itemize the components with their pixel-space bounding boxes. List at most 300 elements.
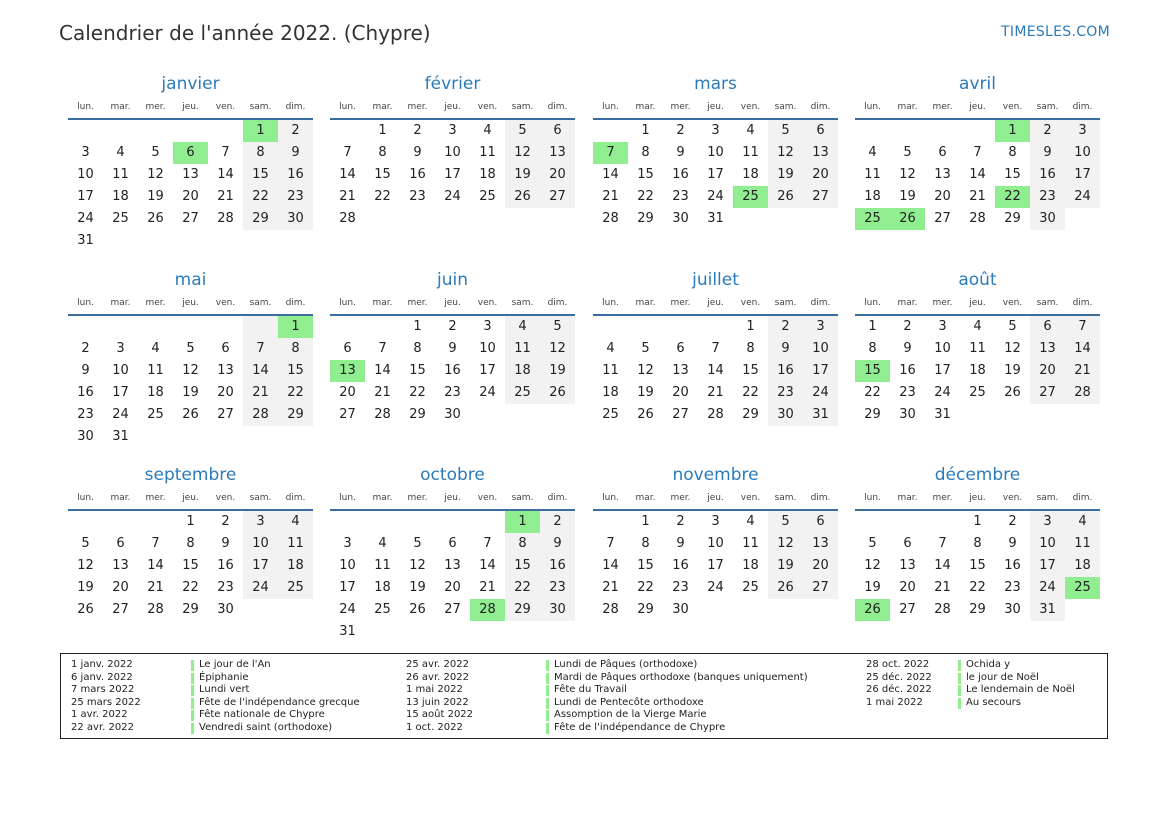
weekday-header — [68, 96, 313, 120]
day-cell: 13 — [112, 558, 129, 573]
day-cell: 26 — [1004, 385, 1021, 400]
empty-day-cell — [173, 120, 208, 142]
day-cell: 25 — [479, 189, 496, 204]
legend-holiday-name: Épiphanie — [199, 671, 249, 683]
legend-item — [406, 722, 808, 735]
day-cell: 15 — [243, 164, 278, 186]
day-cell: 26 — [409, 602, 426, 617]
day-cell: 3 — [448, 123, 457, 138]
day-cell: 2 — [1030, 120, 1065, 142]
day-cell: 12 — [899, 167, 916, 182]
weekday-label: ven. — [1002, 298, 1023, 308]
legend-item — [866, 659, 1075, 672]
day-cell: 14 — [479, 558, 496, 573]
day-cell: 11 — [112, 167, 129, 182]
empty-day-cell — [925, 511, 960, 533]
day-cell: 12 — [540, 338, 575, 360]
day-cell: 2 — [221, 514, 230, 529]
weekday-label: ven. — [477, 102, 498, 112]
day-cell: 30 — [444, 407, 461, 422]
day-grid — [68, 120, 313, 252]
day-cell: 17 — [707, 167, 724, 182]
empty-day-cell — [855, 120, 890, 142]
day-cell: 17 — [77, 189, 94, 204]
weekday-label: jeu. — [444, 298, 461, 308]
day-cell: 25 — [602, 407, 619, 422]
weekday-label: mer. — [407, 298, 428, 308]
day-cell: 9 — [1030, 142, 1065, 164]
weekday-label: jeu. — [444, 102, 461, 112]
day-cell: 14 — [1065, 338, 1100, 360]
day-cell: 7 — [151, 536, 160, 551]
day-cell: 18 — [112, 189, 129, 204]
day-cell: 14 — [602, 167, 619, 182]
day-cell: 16 — [409, 167, 426, 182]
empty-day-cell — [400, 511, 435, 533]
legend-holiday-name: Lundi vert — [199, 684, 250, 696]
day-cell: 1 — [641, 514, 650, 529]
day-cell: 18 — [969, 363, 986, 378]
day-cell: 13 — [444, 558, 461, 573]
day-cell: 24 — [479, 385, 496, 400]
month-avril — [855, 72, 1100, 230]
legend-date: 1 mai 2022 — [866, 696, 923, 708]
day-cell: 9 — [676, 145, 685, 160]
legend-item — [71, 709, 360, 722]
legend-marker — [958, 660, 961, 671]
day-cell: 23 — [1030, 186, 1065, 208]
day-cell: 12 — [409, 558, 426, 573]
day-cell: 21 — [934, 580, 951, 595]
day-cell: 9 — [768, 338, 803, 360]
day-cell: 1 — [186, 514, 195, 529]
day-cell: 19 — [540, 360, 575, 382]
day-cell: 8 — [1008, 145, 1017, 160]
weekday-label: jeu. — [707, 298, 724, 308]
weekday-label: mar. — [110, 102, 131, 112]
day-cell: 29 — [182, 602, 199, 617]
day-grid — [330, 316, 575, 426]
empty-day-cell — [663, 316, 698, 338]
day-cell: 21 — [147, 580, 164, 595]
day-cell: 13 — [1030, 338, 1065, 360]
weekday-header — [855, 292, 1100, 316]
day-cell: 3 — [711, 123, 720, 138]
day-cell: 12 — [182, 363, 199, 378]
day-grid — [593, 120, 838, 230]
day-cell: 26 — [637, 407, 654, 422]
day-cell: 17 — [1065, 164, 1100, 186]
empty-day-cell — [68, 316, 103, 338]
day-cell: 15 — [409, 363, 426, 378]
day-cell: 26 — [77, 602, 94, 617]
empty-day-cell — [243, 316, 278, 338]
holiday-day-cell: 25 — [1065, 577, 1100, 599]
day-cell: 24 — [934, 385, 951, 400]
empty-day-cell — [138, 316, 173, 338]
empty-day-cell — [365, 511, 400, 533]
weekday-label: mer. — [407, 493, 428, 503]
day-cell: 8 — [973, 536, 982, 551]
day-cell: 18 — [1065, 555, 1100, 577]
brand-link[interactable]: TIMESLES.COM — [1001, 24, 1110, 40]
day-cell: 20 — [339, 385, 356, 400]
weekday-label: sam. — [1036, 493, 1059, 503]
legend-column — [71, 659, 360, 735]
day-cell: 8 — [186, 536, 195, 551]
month-title: avril — [959, 74, 996, 94]
day-cell: 20 — [672, 385, 689, 400]
weekday-label: lun. — [602, 102, 619, 112]
day-cell: 9 — [278, 142, 313, 164]
day-cell: 21 — [339, 189, 356, 204]
day-grid — [593, 316, 838, 426]
day-cell: 19 — [637, 385, 654, 400]
weekday-header — [68, 292, 313, 316]
day-cell: 5 — [81, 536, 90, 551]
weekday-label: lun. — [339, 298, 356, 308]
day-cell: 14 — [602, 558, 619, 573]
day-cell: 20 — [803, 164, 838, 186]
day-cell: 14 — [217, 167, 234, 182]
empty-day-cell — [365, 316, 400, 338]
empty-day-cell — [890, 120, 925, 142]
day-cell: 12 — [768, 142, 803, 164]
legend-holiday-name: Fête de l'indépendance grecque — [199, 696, 360, 708]
day-cell: 19 — [409, 580, 426, 595]
legend-marker — [191, 710, 194, 721]
day-cell: 22 — [637, 189, 654, 204]
empty-day-cell — [68, 511, 103, 533]
day-cell: 20 — [1030, 360, 1065, 382]
empty-day-cell — [855, 511, 890, 533]
weekday-header — [593, 96, 838, 120]
day-cell: 19 — [505, 164, 540, 186]
weekday-label: jeu. — [969, 298, 986, 308]
day-cell: 27 — [1030, 382, 1065, 404]
day-cell: 7 — [343, 145, 352, 160]
weekday-label: ven. — [1002, 102, 1023, 112]
weekday-label: dim. — [1072, 298, 1093, 308]
day-cell: 14 — [707, 363, 724, 378]
day-cell: 10 — [707, 145, 724, 160]
month-title: octobre — [420, 465, 485, 485]
day-cell: 13 — [899, 558, 916, 573]
day-cell: 2 — [676, 123, 685, 138]
day-cell: 17 — [112, 385, 129, 400]
day-cell: 16 — [768, 360, 803, 382]
empty-day-cell — [698, 316, 733, 338]
day-cell: 15 — [637, 167, 654, 182]
day-cell: 27 — [217, 407, 234, 422]
day-cell: 3 — [938, 319, 947, 334]
day-cell: 20 — [934, 189, 951, 204]
day-cell: 11 — [969, 341, 986, 356]
legend-date: 26 avr. 2022 — [406, 671, 469, 683]
month-mai — [68, 268, 313, 448]
day-cell: 8 — [641, 536, 650, 551]
legend-date: 6 janv. 2022 — [71, 671, 133, 683]
day-cell: 15 — [182, 558, 199, 573]
legend-date: 28 oct. 2022 — [866, 659, 930, 670]
empty-day-cell — [103, 316, 138, 338]
day-cell: 27 — [444, 602, 461, 617]
day-cell: 12 — [864, 558, 881, 573]
day-cell: 17 — [243, 555, 278, 577]
day-cell: 23 — [444, 385, 461, 400]
holiday-legend — [60, 653, 1108, 739]
day-cell: 19 — [77, 580, 94, 595]
day-cell: 4 — [483, 123, 492, 138]
day-cell: 6 — [448, 536, 457, 551]
weekday-label: sam. — [249, 102, 272, 112]
empty-day-cell — [208, 120, 243, 142]
day-cell: 10 — [77, 167, 94, 182]
day-cell: 8 — [278, 338, 313, 360]
day-cell: 23 — [672, 580, 689, 595]
weekday-label: dim. — [1072, 102, 1093, 112]
day-cell: 15 — [742, 363, 759, 378]
legend-item — [71, 697, 360, 710]
day-cell: 29 — [969, 602, 986, 617]
day-cell: 24 — [707, 189, 724, 204]
day-cell: 28 — [147, 602, 164, 617]
day-cell: 20 — [899, 580, 916, 595]
day-cell: 27 — [540, 186, 575, 208]
weekday-label: jeu. — [182, 493, 199, 503]
weekday-label: mer. — [932, 493, 953, 503]
day-cell: 4 — [278, 511, 313, 533]
month-juillet — [593, 268, 838, 426]
month-février — [330, 72, 575, 230]
weekday-label: lun. — [602, 493, 619, 503]
day-cell: 23 — [278, 186, 313, 208]
day-cell: 24 — [707, 580, 724, 595]
legend-date: 25 mars 2022 — [71, 696, 141, 708]
day-cell: 30 — [77, 429, 94, 444]
day-cell: 19 — [147, 189, 164, 204]
weekday-label: sam. — [1036, 102, 1059, 112]
day-cell: 16 — [540, 555, 575, 577]
legend-item — [71, 684, 360, 697]
legend-item — [71, 722, 360, 735]
legend-date: 13 juin 2022 — [406, 696, 469, 708]
day-cell: 18 — [742, 558, 759, 573]
legend-date: 25 avr. 2022 — [406, 659, 469, 670]
day-cell: 3 — [1065, 120, 1100, 142]
holiday-day-cell: 1 — [505, 511, 540, 533]
day-cell: 29 — [637, 602, 654, 617]
day-cell: 24 — [112, 407, 129, 422]
day-cell: 11 — [374, 558, 391, 573]
month-novembre — [593, 463, 838, 621]
empty-day-cell — [628, 316, 663, 338]
day-cell: 21 — [374, 385, 391, 400]
day-cell: 21 — [217, 189, 234, 204]
day-cell: 5 — [868, 536, 877, 551]
day-cell: 16 — [672, 167, 689, 182]
day-cell: 15 — [278, 360, 313, 382]
day-cell: 14 — [934, 558, 951, 573]
day-cell: 2 — [903, 319, 912, 334]
month-octobre — [330, 463, 575, 643]
month-title: mars — [694, 74, 737, 94]
day-cell: 19 — [899, 189, 916, 204]
day-cell: 12 — [505, 142, 540, 164]
month-janvier — [68, 72, 313, 252]
day-cell: 16 — [217, 558, 234, 573]
day-cell: 1 — [746, 319, 755, 334]
day-cell: 2 — [413, 123, 422, 138]
day-cell: 16 — [899, 363, 916, 378]
day-cell: 26 — [768, 577, 803, 599]
day-cell: 5 — [768, 120, 803, 142]
day-cell: 27 — [672, 407, 689, 422]
weekday-header — [855, 487, 1100, 511]
day-cell: 25 — [112, 211, 129, 226]
day-cell: 18 — [742, 167, 759, 182]
weekday-label: sam. — [774, 298, 797, 308]
legend-marker — [546, 660, 549, 671]
month-mars — [593, 72, 838, 230]
empty-day-cell — [593, 316, 628, 338]
empty-day-cell — [593, 120, 628, 142]
day-cell: 26 — [540, 382, 575, 404]
day-cell: 3 — [1030, 511, 1065, 533]
day-cell: 16 — [278, 164, 313, 186]
legend-marker — [546, 710, 549, 721]
day-cell: 10 — [1065, 142, 1100, 164]
empty-day-cell — [593, 511, 628, 533]
day-cell: 7 — [243, 338, 278, 360]
month-title: mai — [174, 270, 207, 290]
day-cell: 27 — [182, 211, 199, 226]
day-cell: 31 — [803, 404, 838, 426]
day-cell: 30 — [899, 407, 916, 422]
day-grid — [855, 120, 1100, 230]
weekday-label: mer. — [670, 493, 691, 503]
day-cell: 6 — [803, 511, 838, 533]
legend-marker — [191, 685, 194, 696]
day-cell: 9 — [448, 341, 457, 356]
legend-marker — [546, 673, 549, 684]
day-cell: 3 — [116, 341, 125, 356]
day-cell: 31 — [707, 211, 724, 226]
weekday-label: mar. — [372, 298, 393, 308]
day-cell: 7 — [378, 341, 387, 356]
day-cell: 2 — [676, 514, 685, 529]
weekday-label: mar. — [897, 102, 918, 112]
day-cell: 17 — [934, 363, 951, 378]
day-grid — [68, 511, 313, 621]
weekday-label: sam. — [249, 298, 272, 308]
day-cell: 19 — [768, 164, 803, 186]
legend-holiday-name: Ochida y — [966, 659, 1011, 670]
weekday-label: dim. — [547, 102, 568, 112]
day-cell: 28 — [934, 602, 951, 617]
weekday-header — [330, 96, 575, 120]
day-cell: 29 — [409, 407, 426, 422]
day-cell: 4 — [746, 123, 755, 138]
day-cell: 14 — [147, 558, 164, 573]
day-cell: 24 — [77, 211, 94, 226]
day-cell: 9 — [413, 145, 422, 160]
day-cell: 26 — [182, 407, 199, 422]
day-cell: 24 — [1030, 577, 1065, 599]
weekday-header — [330, 487, 575, 511]
weekday-label: mer. — [407, 102, 428, 112]
day-cell: 5 — [151, 145, 160, 160]
day-cell: 31 — [339, 624, 356, 639]
day-cell: 24 — [243, 577, 278, 599]
day-cell: 15 — [637, 558, 654, 573]
day-cell: 22 — [864, 385, 881, 400]
day-cell: 30 — [672, 602, 689, 617]
day-cell: 15 — [969, 558, 986, 573]
legend-holiday-name: Le jour de l'An — [199, 659, 271, 670]
day-cell: 15 — [505, 555, 540, 577]
holiday-day-cell: 13 — [330, 360, 365, 382]
day-cell: 6 — [221, 341, 230, 356]
day-cell: 18 — [864, 189, 881, 204]
empty-day-cell — [103, 120, 138, 142]
weekday-label: mar. — [110, 493, 131, 503]
day-cell: 7 — [221, 145, 230, 160]
day-cell: 9 — [903, 341, 912, 356]
legend-date: 25 déc. 2022 — [866, 671, 932, 683]
day-cell: 7 — [606, 536, 615, 551]
weekday-label: lun. — [864, 102, 881, 112]
weekday-label: jeu. — [444, 493, 461, 503]
day-cell: 1 — [378, 123, 387, 138]
day-cell: 7 — [938, 536, 947, 551]
day-cell: 16 — [77, 385, 94, 400]
day-cell: 22 — [969, 580, 986, 595]
day-cell: 6 — [903, 536, 912, 551]
day-cell: 10 — [1030, 533, 1065, 555]
weekday-label: mer. — [670, 298, 691, 308]
day-cell: 16 — [1030, 164, 1065, 186]
day-cell: 16 — [1004, 558, 1021, 573]
day-cell: 31 — [934, 407, 951, 422]
month-août — [855, 268, 1100, 426]
day-cell: 20 — [444, 580, 461, 595]
day-cell: 4 — [151, 341, 160, 356]
day-cell: 27 — [803, 577, 838, 599]
day-cell: 13 — [540, 142, 575, 164]
weekday-label: sam. — [511, 493, 534, 503]
day-cell: 11 — [505, 338, 540, 360]
day-cell: 6 — [676, 341, 685, 356]
day-cell: 9 — [1008, 536, 1017, 551]
weekday-label: sam. — [511, 298, 534, 308]
empty-day-cell — [960, 120, 995, 142]
day-cell: 30 — [217, 602, 234, 617]
weekday-header — [593, 292, 838, 316]
empty-day-cell — [435, 511, 470, 533]
day-cell: 22 — [505, 577, 540, 599]
legend-marker — [958, 673, 961, 684]
weekday-label: dim. — [547, 298, 568, 308]
weekday-label: mer. — [145, 102, 166, 112]
day-cell: 18 — [602, 385, 619, 400]
legend-holiday-name: Fête de l'indépendance de Chypre — [554, 721, 726, 733]
day-cell: 2 — [448, 319, 457, 334]
day-grid — [855, 511, 1100, 621]
day-cell: 8 — [868, 341, 877, 356]
day-cell: 11 — [147, 363, 164, 378]
day-cell: 3 — [81, 145, 90, 160]
